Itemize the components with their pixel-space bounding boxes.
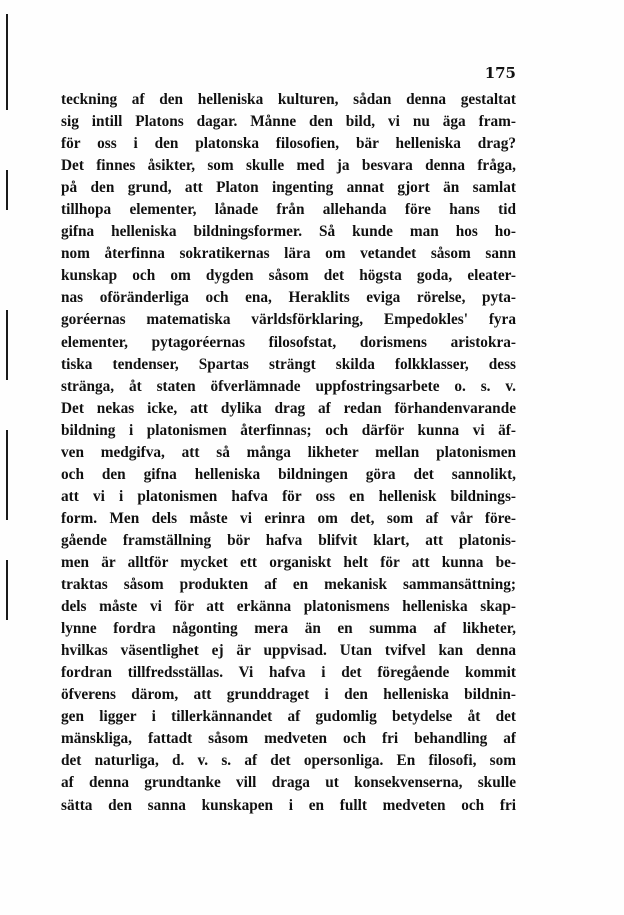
text-line: stränga, åt staten öfverlämnade uppfostringsarbete o. s. v. [61,377,516,395]
text-line: elementer, pytagoréernas filosofstat, dorismens aristokra- [61,333,516,351]
text-line: Det nekas icke, att dylika drag af redan förhandenvarande [61,399,516,417]
text-line: af denna grundtanke vill draga ut konsekvenserna, skulle [61,774,516,792]
binding-margin-line [6,14,8,110]
text-line: form. Men dels måste vi erinra om det, som af vår före- [61,509,516,527]
text-line: lynne fordra någonting mera än en summa af likheter, [61,620,516,638]
text-line: nom återfinna sokratikernas lära om vetandet såsom sann [61,245,516,263]
text-line: men är alltför mycket ett organiskt helt för att kunna be- [61,553,516,571]
binding-margin-line [6,310,8,380]
text-line: gifna helleniska bildningsformer. Så kunde man hos ho- [61,223,516,241]
text-line: gående framställning bör hafva blifvit klart, att platonis- [61,531,516,549]
text-line: fordran tillfredsställas. Vi hafva i det föregående kommit [61,664,516,682]
text-line: tillhopa elementer, lånade från allehanda före hans tid [61,201,516,219]
text-line: Det finnes åsikter, som skulle med ja besvara denna fråga, [61,157,516,175]
text-line: hvilkas väsentlighet ej är uppvisad. Utan tvifvel kan denna [61,642,516,660]
text-line: kunskap och om dygden såsom det högsta goda, eleater- [61,267,516,285]
page-number: 175 [484,64,516,82]
text-line: teckning af den helleniska kulturen, sådan denna gestaltat [61,91,516,108]
text-line: det naturliga, d. v. s. af det opersonliga. En filosofi, som [61,752,516,770]
text-line: för oss i den platonska filosofien, bär helleniska drag? [61,135,516,153]
text-line: på den grund, att Platon ingenting annat gjort än samlat [61,179,516,197]
text-line: goréernas matematiska världsförklaring, Empedokles' fyra [61,311,516,329]
text-line: öfverens därom, att grunddraget i den helleniska bildnin- [61,686,516,704]
text-line: nas oföränderliga och ena, Heraklits eviga rörelse, pyta- [61,289,516,307]
text-line: ven medgifva, att så många likheter mellan platonismen [61,443,516,461]
text-line: sig intill Platons dagar. Månne den bild, vi nu äga fram- [61,113,516,131]
binding-margin-line [6,560,8,620]
body-text [61,89,516,817]
text-line: sätta den sanna kunskapen i en fullt medveten och fri [61,796,516,814]
binding-margin-line [6,170,8,210]
text-line: mänskliga, fattadt såsom medveten och fri behandling af [61,730,516,748]
text-line: bildning i platonismen återfinnas; och därför kunna vi äf- [61,421,516,439]
text-line: dels måste vi för att erkänna platonismens helleniska skap- [61,598,516,616]
text-line: tiska tendenser, Spartas strängt skilda folkklasser, dess [61,355,516,373]
binding-margin-line [6,430,8,520]
text-line: och den gifna helleniska bildningen göra det sannolikt, [61,465,516,483]
text-line: att vi i platonismen hafva för oss en hellenisk bildnings- [61,487,516,505]
text-line: traktas såsom produkten af en mekanisk sammansättning; [61,576,516,594]
text-line: gen ligger i tillerkännandet af gudomlig betydelse åt det [61,708,516,726]
